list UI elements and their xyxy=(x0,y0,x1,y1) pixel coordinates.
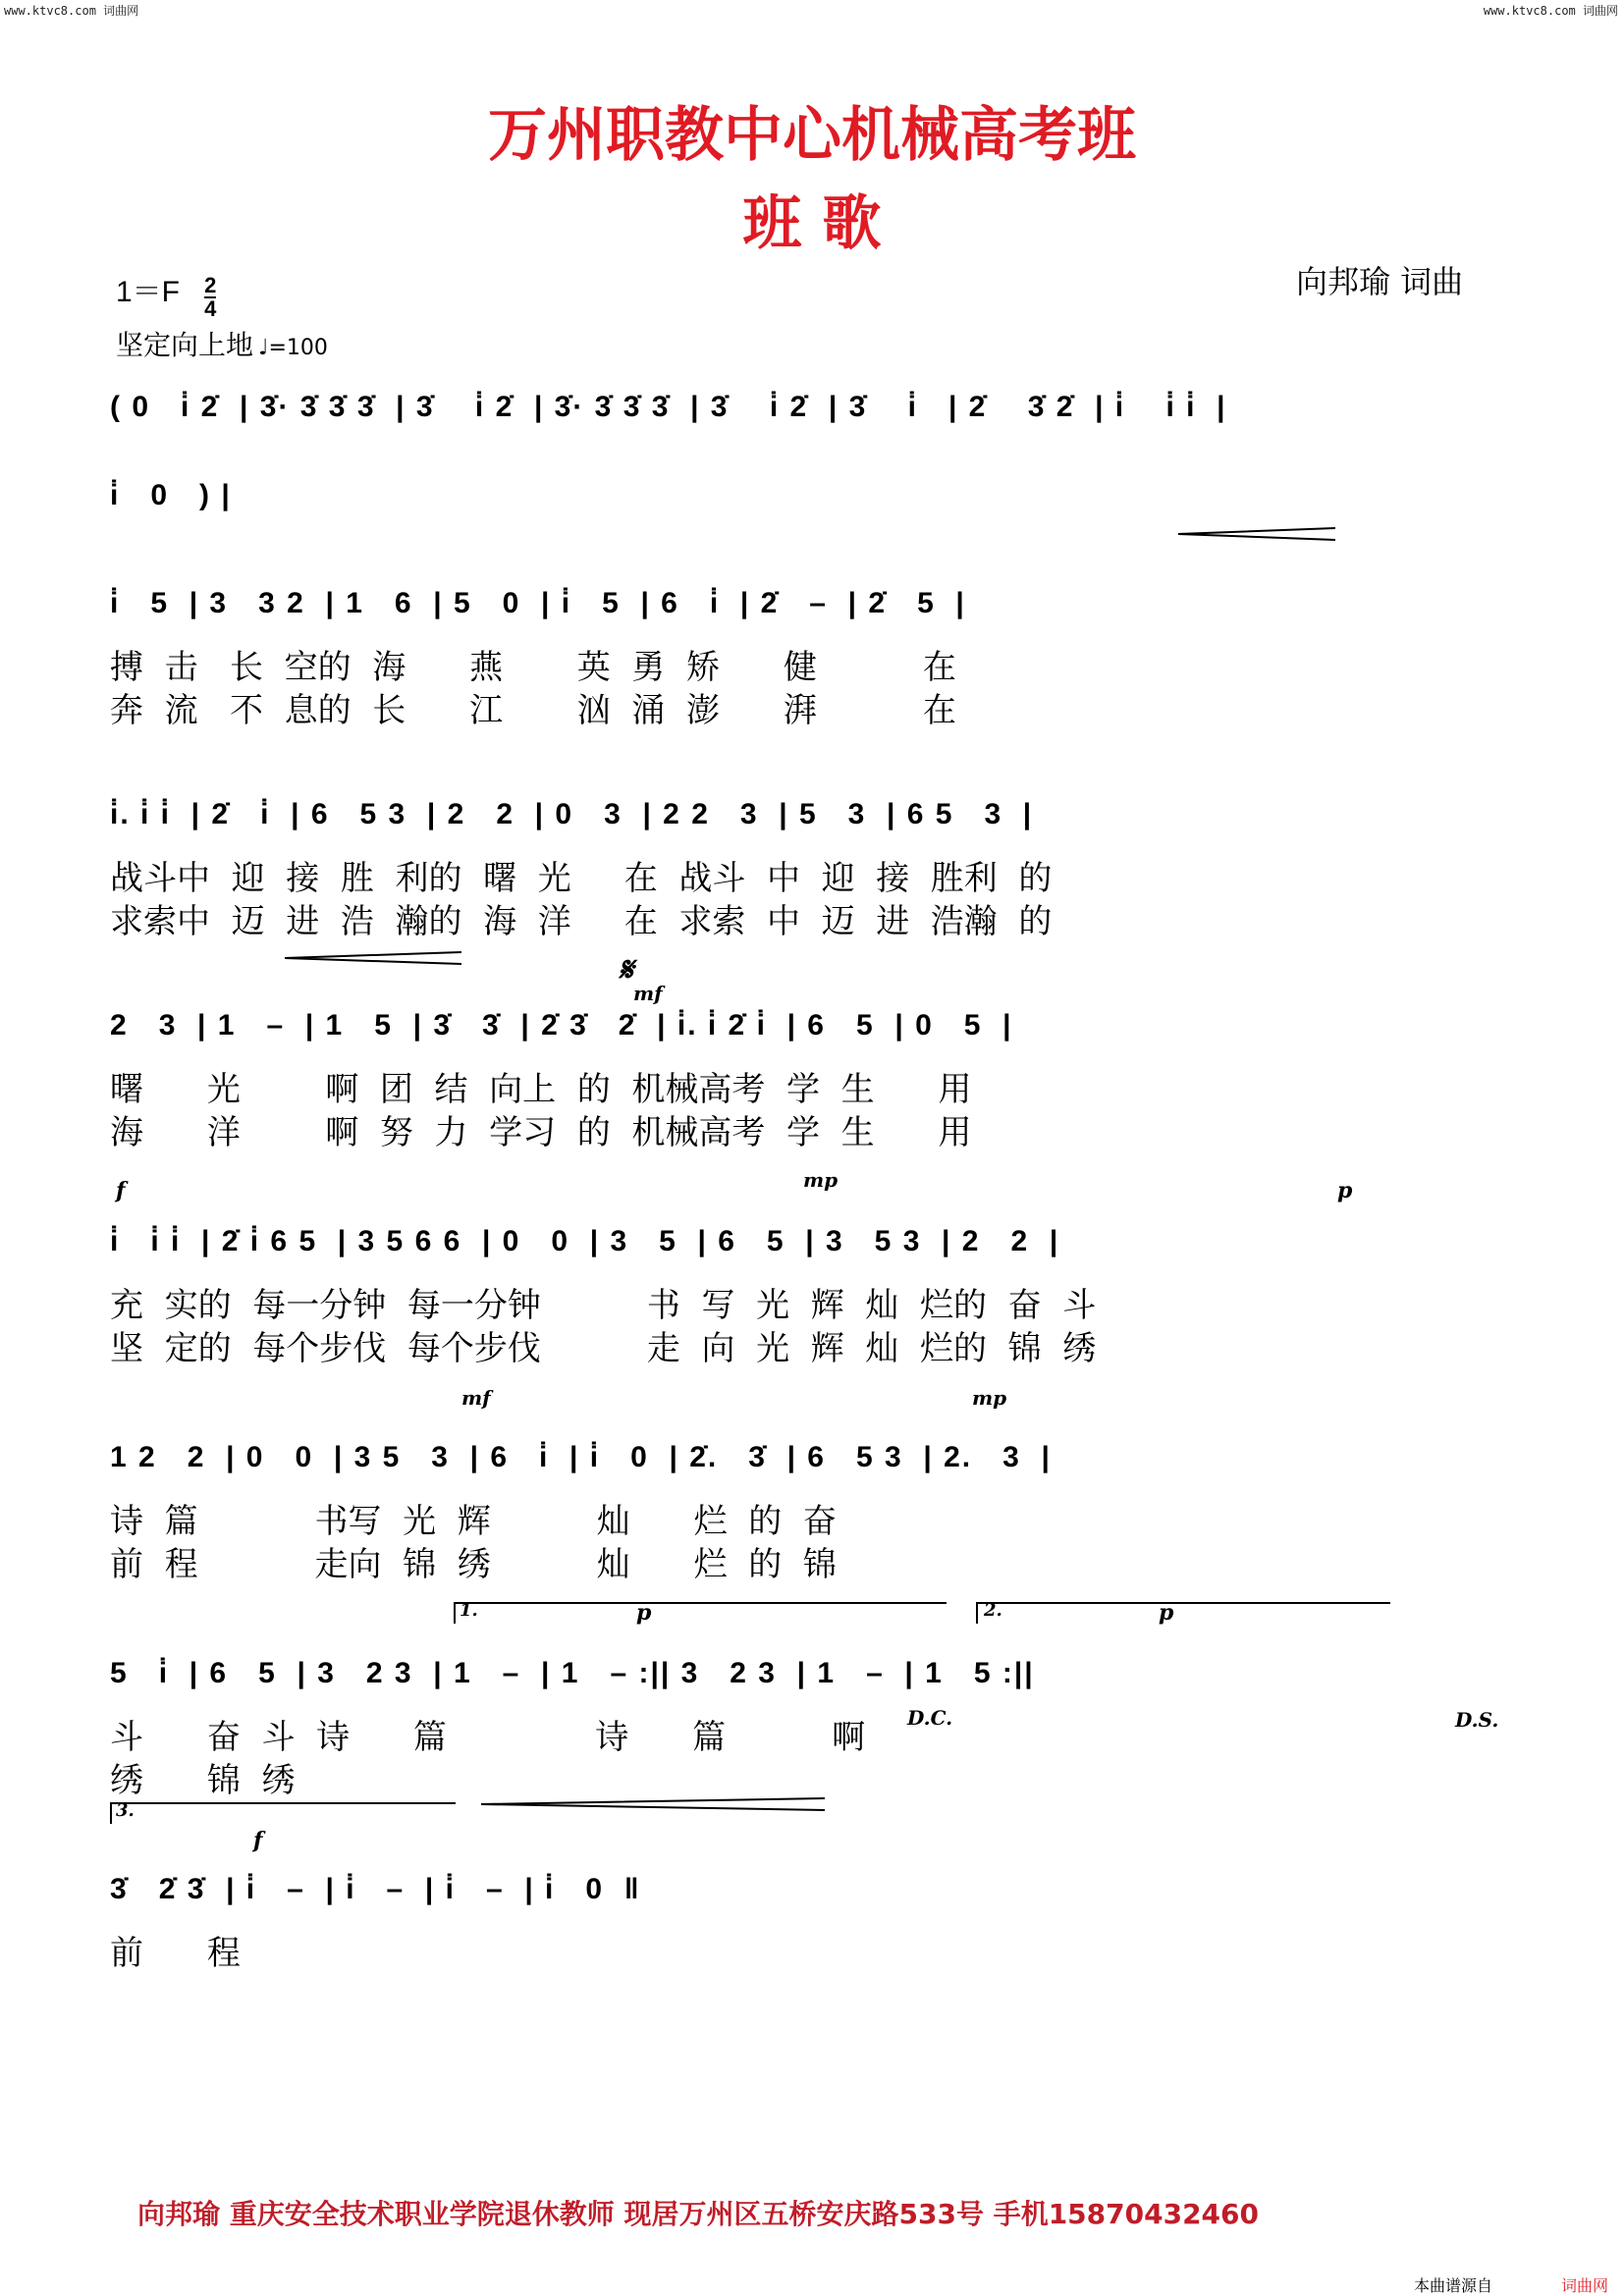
lyrics-verse1: 斗 奋 斗 诗 篇 诗 篇 啊 xyxy=(110,1718,866,1757)
lyrics-verse2: 绣 锦 绣 xyxy=(110,1761,296,1800)
time-signature-bottom: 4 xyxy=(204,295,217,321)
tempo-mark: ♩=100 xyxy=(258,336,328,360)
time-signature-top: 2 xyxy=(204,272,217,297)
notes-line: i̇. i̇ i̇ | 2̇ i̇ | 6 5 3 | 2 2 | 0 3 | 2 2 3 | 5 3 | 6 5 3 | xyxy=(110,798,1034,830)
volta-bracket xyxy=(454,1602,947,1624)
segno-mark: 𝄋 xyxy=(619,950,633,989)
song-title: 万州职教中心机械高考班 xyxy=(488,101,1136,170)
hairpin-mark xyxy=(1178,528,1335,548)
score-line xyxy=(110,383,1514,530)
dynamic-f: f xyxy=(253,1828,263,1853)
volta-3-label: 3. xyxy=(116,1800,135,1821)
score-line xyxy=(110,790,1514,941)
dynamic-mf: mf xyxy=(633,982,663,1005)
volta-bracket xyxy=(976,1602,1390,1624)
ds-mark: D.S. xyxy=(1455,1708,1499,1732)
notes-line: 3̇ 2̇ 3̇ | i̇ – | i̇ – | i̇ – | i̇ 0 ‖ xyxy=(110,1873,641,1905)
volta-2-label: 2. xyxy=(984,1600,1002,1621)
score-line xyxy=(110,1217,1514,1368)
key-signature: 1＝F xyxy=(116,276,181,308)
notes-line: 5 i̇ | 6 5 | 3 2 3 | 1 – | 1 – :|| 3 2 3 | 1 – | 1 5 :|| xyxy=(110,1657,1035,1689)
score-line xyxy=(110,1865,974,2012)
dynamic-p: p xyxy=(1337,1178,1353,1203)
lyrics-verse1: 诗 篇 书写 光 辉 灿 烂 的 奋 xyxy=(110,1502,837,1541)
score-line xyxy=(110,1649,1514,1800)
notes-line: 1 2 2 | 0 0 | 3 5 3 | 6 i̇ | i̇ 0 | 2̇. 3̇ | 6 5 3 | 2. 3 | xyxy=(110,1441,1052,1473)
lyrics-verse2: 奔 流 不 息的 长 江 汹 涌 澎 湃 在 xyxy=(110,691,956,730)
lyrics-verse1: 充 实的 每一分钟 每一分钟 书 写 光 辉 灿 烂的 奋 斗 xyxy=(110,1286,1097,1325)
lyrics-verse2: 前 程 走向 锦 绣 灿 烂 的 锦 xyxy=(110,1545,837,1584)
time-signature xyxy=(204,272,217,321)
notes-line: i̇ 5 | 3 3 2 | 1 6 | 5 0 | i̇ 5 | 6 i̇ | 2̇ – | 2̇ 5 | xyxy=(110,587,966,619)
lyrics-verse1: 曙 光 啊 团 结 向上 的 机械高考 学 生 用 xyxy=(110,1070,972,1109)
song-subtitle: 班 歌 xyxy=(742,189,882,258)
notes-line: ( 0 i̇ 2̇ | 3̇· 3̇ 3̇ 3̇ | 3̇ i̇ 2̇ | 3̇· 3̇ 3̇ 3̇ | 3̇ i̇ 2̇ | 3̇ i̇ | 2̇ 3̇ 2̇ | i̇ i̇ i̇ | xyxy=(110,391,1227,423)
dynamic-mp: mp xyxy=(972,1386,1007,1410)
notes-line: i̇ i̇ i̇ | 2̇ i̇ 6 5 | 3 5 6 6 | 0 0 | 3 5 | 6 5 | 3 5 3 | 2 2 | xyxy=(110,1225,1060,1257)
hairpin-mark xyxy=(285,952,461,972)
dynamic-p: p xyxy=(636,1600,652,1626)
source-label: 本曲谱源自 xyxy=(1414,2276,1493,2295)
lyrics-verse1: 战斗中 迎 接 胜 利的 曙 光 在 战斗 中 迎 接 胜利 的 xyxy=(110,859,1053,898)
score-line xyxy=(110,1433,1514,1584)
site-watermark-right: www.ktvc8.com 词曲网 xyxy=(1483,4,1618,18)
notes-line: i̇ 0 ) | xyxy=(110,479,232,511)
hairpin-mark xyxy=(481,1798,825,1818)
footer-contact: 向邦瑜 重庆安全技术职业学院退休教师 现居万州区五桥安庆路533号 手机15870432460 xyxy=(137,2198,1260,2230)
score-line xyxy=(110,579,1514,730)
lyrics-verse2: 海 洋 啊 努 力 学习 的 机械高考 学 生 用 xyxy=(110,1113,972,1152)
tempo-block xyxy=(116,324,328,363)
dynamic-mf: mf xyxy=(461,1386,491,1410)
dc-mark: D.C. xyxy=(907,1706,953,1730)
volta-1-label: 1. xyxy=(460,1600,478,1621)
lyrics-verse2: 求索中 迈 进 浩 瀚的 海 洋 在 求索 中 迈 进 浩瀚 的 xyxy=(110,902,1053,941)
notes-line: 2 3 | 1 – | 1 5 | 3̇ 3̇ | 2̇ 3̇ 2̇ | i̇. i̇ 2̇ i̇ | 6 5 | 0 5 | xyxy=(110,1009,1013,1041)
lyrics-verse1: 搏 击 长 空的 海 燕 英 勇 矫 健 在 xyxy=(110,648,956,687)
tempo-text: 坚定向上地 xyxy=(116,329,254,361)
score-line xyxy=(110,1001,1514,1152)
site-watermark-left: www.ktvc8.com 词曲网 xyxy=(4,4,139,18)
dynamic-p: p xyxy=(1159,1600,1174,1626)
lyrics-verse2: 坚 定的 每个步伐 每个步伐 走 向 光 辉 灿 烂的 锦 绣 xyxy=(110,1329,1097,1368)
volta-bracket xyxy=(110,1802,456,1824)
dynamic-mp: mp xyxy=(803,1168,839,1192)
lyrics-verse1: 前 程 xyxy=(110,1934,241,1973)
source-site: 词曲网 xyxy=(1561,2276,1609,2295)
key-signature-block xyxy=(116,267,216,320)
dynamic-f: f xyxy=(116,1178,126,1203)
author-credit: 向邦瑜 词曲 xyxy=(1296,263,1464,300)
